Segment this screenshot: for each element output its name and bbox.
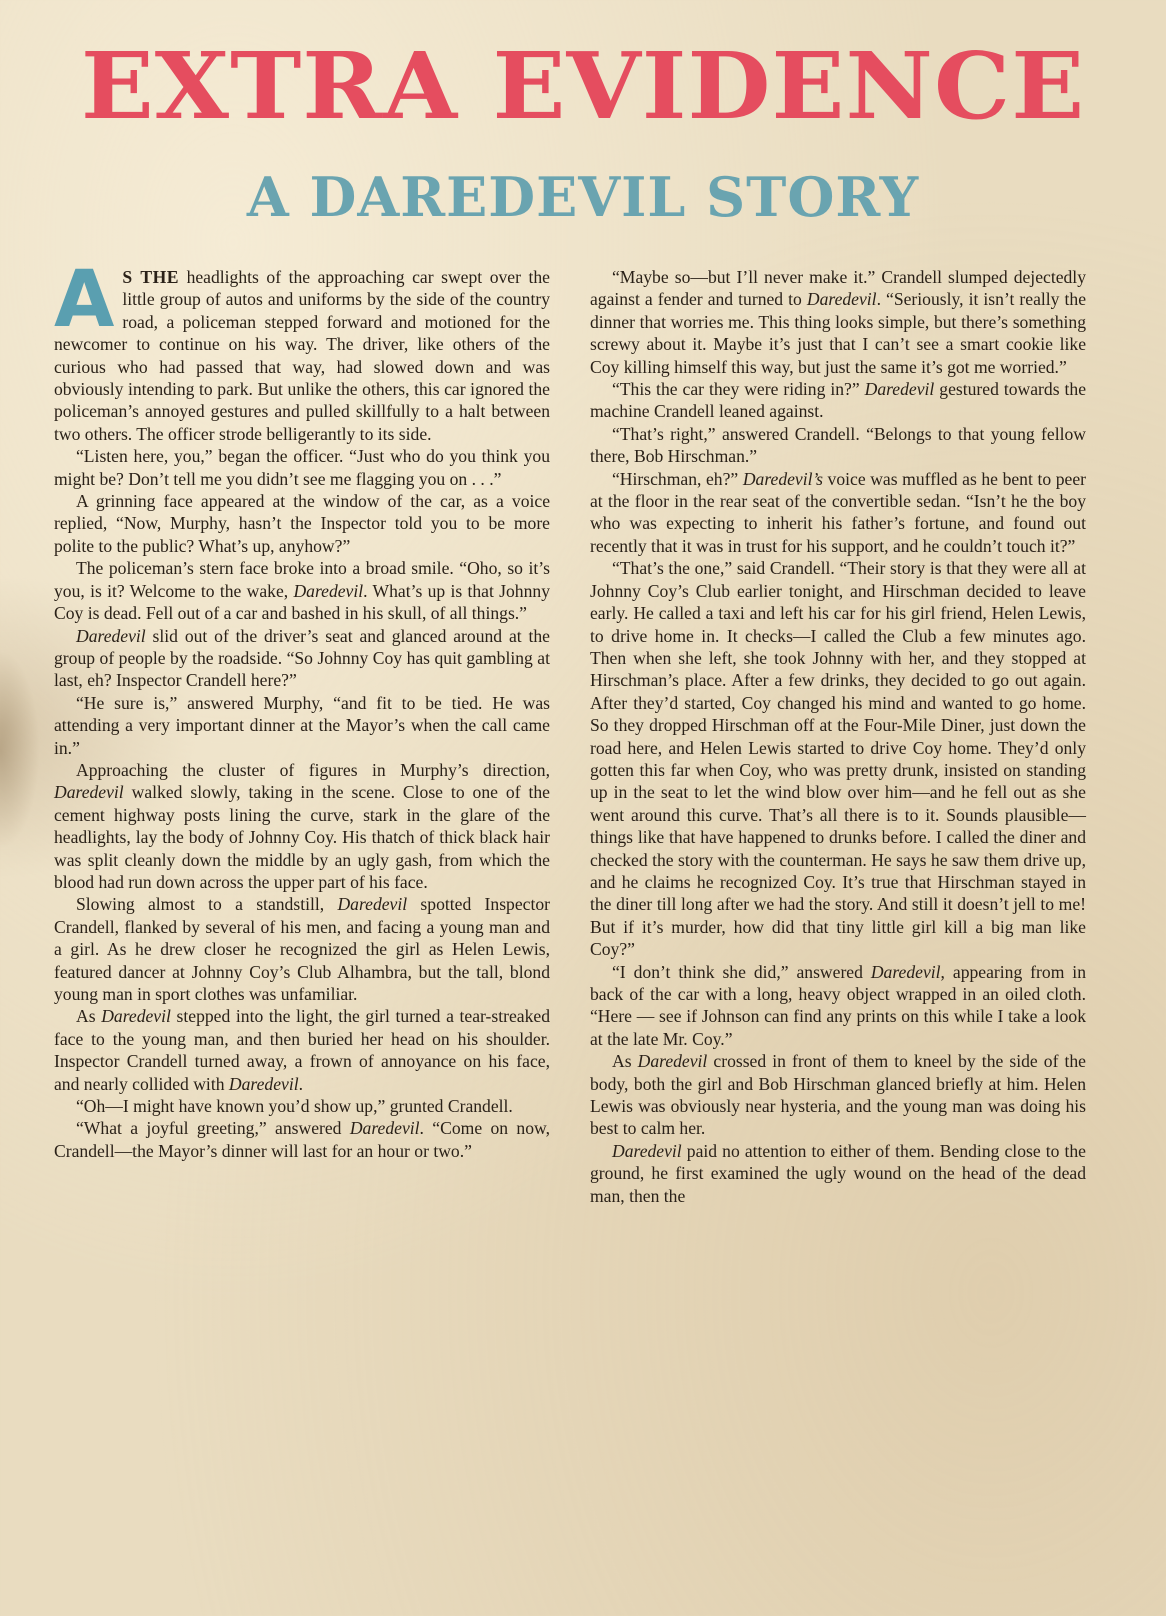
paragraph: “I don’t think she did,” answered Daredevil, appearing from in back of the car with a long, heavy object wrapped in an oiled cloth. “Here — see if Johnson can find any prints on this while I take a look at the late Mr. Coy.” <box>590 961 1086 1049</box>
opening-paragraph <box>54 255 550 445</box>
paragraph: “This the car they were riding in?” Daredevil gestured towards the machine Crandell leaned against. <box>590 379 1086 422</box>
story-subtitle: A DAREDEVIL STORY <box>246 165 920 229</box>
paragraph: “That’s the one,” said Crandell. “Their story is that they were all at Johnny Coy’s Club earlier tonight, and Hirschman decided to leave early. He called a taxi and left his car for his girl friend, Helen Lewis, to drive home in. It checks—I called the Club a few minutes ago. Then when she left, she took Johnny with her, and they stopped at Hirschman’s place. After a few drinks, they decided to go out again. After they’d started, Coy changed his mind and wanted to go home. So they dropped Hirschman off at the Four-Mile Diner, just down the road here, and Helen Lewis started to drive Coy home. They’d only gotten this far when Coy, who was pretty drunk, insisted on standing up in the seat to let the wind blow over him—and he fell out as she went around this curve. That’s all there is to it. Sounds plausible—things like that have happened to drunks before. I called the diner and checked the story with the counterman. He says he saw them drive up, and he claims he recognized Coy. It’s true that Hirschman stayed in the diner till long after we had the story. And still it doesn’t jell to me! But if it’s murder, how did that tiny little girl kill a big man like Coy?” <box>590 558 1086 960</box>
paragraph: As Daredevil crossed in front of them to kneel by the side of the body, both the girl and Bob Hirschman glanced briefly at him. Helen Lewis was obviously near hysteria, and the young man was doing his best to calm her. <box>590 1051 1086 1139</box>
paragraph: “Hirschman, eh?” Daredevil’s voice was muffled as he bent to peer at the floor in the rear seat of the convertible sedan. “Isn’t he the boy who was expecting to inherit his father’s fortune, and found out recently that it was in trust for his support, and he couldn’t touch it?” <box>590 468 1086 556</box>
opening-text: headlights of the approaching car swept over the little group of autos and uniforms by the side of the country road, a policeman stepped forward and motioned for the newcomer to continue on his way. The driver, like others of the curious who had passed that way, had slowed down and was obviously intending to park. But unlike the others, this car ignored the policeman’s annoyed gestures and pulled skillfully to a halt between two others. The officer strode belligerantly to its side. <box>54 267 550 444</box>
paragraph: Slowing almost to a standstill, Daredevil spotted Inspector Crandell, flanked by several of his men, and facing a young man and a girl. As he drew closer he recognized the girl as Helen Lewis, featured dancer at Johnny Coy’s Club Alhambra, but the tall, blond young man in sport clothes was unfamiliar. <box>54 894 550 1004</box>
drop-cap: A <box>54 255 115 345</box>
paragraph: “Listen here, you,” began the officer. “Just who do you think you might be? Don’t tell me you didn’t see me flagging you on . . .” <box>54 446 550 489</box>
paragraph: As Daredevil stepped into the light, the girl turned a tear-streaked face to the young man, and then buried her head on his shoulder. Inspector Crandell turned away, a frown of annoyance on his face, and nearly collided with Daredevil. <box>54 1006 550 1094</box>
paragraph: Daredevil slid out of the driver’s seat and glanced around at the group of people by the roadside. “So Johnny Coy has quit gambling at last, eh? Inspector Crandell here?” <box>54 625 550 691</box>
paragraph: “Maybe so—but I’ll never make it.” Crandell slumped dejectedly against a fender and turned to Daredevil. “Seriously, it isn’t really the dinner that worries me. This thing looks simple, but there’s something screwy about it. Maybe it’s just that I can’t see a smart cookie like Coy killing himself this way, but just the same it’s got me worried.” <box>590 267 1087 377</box>
right-column <box>590 266 1086 1207</box>
story-title: EXTRA EVIDENCE <box>80 32 1086 140</box>
paragraph: A grinning face appeared at the window of the car, as a voice replied, “Now, Murphy, hasn’t the Inspector told you to be more polite to the public? What’s up, anyhow?” <box>54 491 550 556</box>
paragraph: The policeman’s stern face broke into a broad smile. “Oho, so it’s you, is it? Welcome to the wake, Daredevil. What’s up is that Johnny Coy is dead. Fell out of a car and bashed in his skull, of all things.” <box>54 558 550 624</box>
paragraph: “That’s right,” answered Crandell. “Belongs to that young fellow there, Bob Hirschman.” <box>590 423 1086 467</box>
paragraph: “Oh—I might have known you’d show up,” grunted Crandell. <box>76 1096 513 1117</box>
paragraph: Approaching the cluster of figures in Murphy’s direction, Daredevil walked slowly, taking in the scene. Close to one of the cement highway posts lining the curve, stark in the glare of the headlights, lay the body of Johnny Coy. His thatch of thick black hair was split cleanly down the middle by an ugly gash, from which the blood had run down across the upper part of his face. <box>54 759 550 892</box>
paragraph: “What a joyful greeting,” answered Daredevil. “Come on now, Crandell—the Mayor’s dinner will last for an hour or two.” <box>54 1118 550 1161</box>
paragraph: Daredevil paid no attention to either of them. Bending close to the ground, he first examined the ugly wound on the head of the dead man, then the <box>590 1140 1086 1206</box>
left-column <box>54 255 550 1162</box>
paragraph: “He sure is,” answered Murphy, “and fit to be tied. He was attending a very important dinner at the Mayor’s when the call came in.” <box>54 692 550 758</box>
opening-lead: S THE <box>122 267 180 287</box>
paper-stain <box>0 650 40 850</box>
